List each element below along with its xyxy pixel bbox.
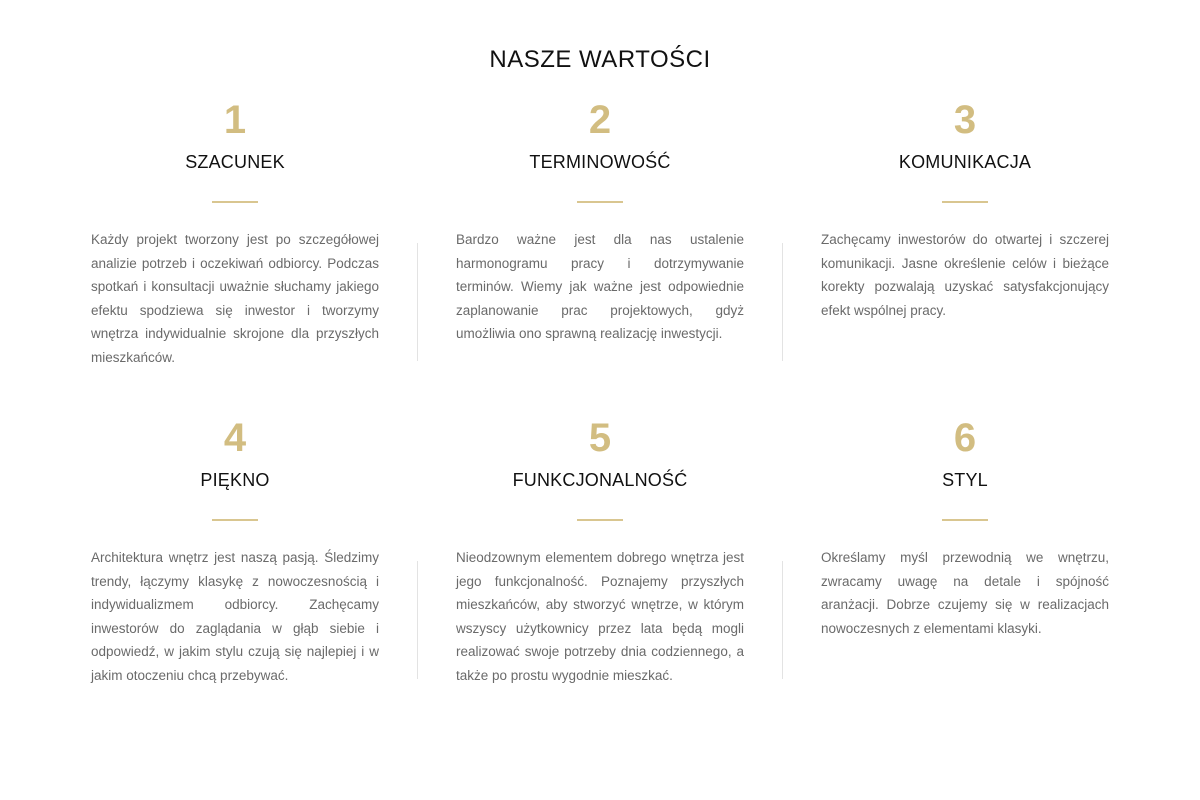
value-title: PIĘKNO bbox=[200, 470, 270, 490]
value-description: Określamy myśl przewodnią we wnętrzu, zwracamy uwagę na detale i spójność aranżacji. Dobrze czujemy się w realizacjach nowoczesnych z elementami klasyki. bbox=[821, 550, 1109, 636]
value-description: Architektura wnętrz jest naszą pasją. Śledzimy trendy, łączymy klasykę z nowoczesnością i indywidualizmem odbiorcy. Zachęcamy inwestorów do zaglądania w głąb siebie i odpowiedź, w jakim stylu czują się najlepiej i w jakim otoczeniu chcą przebywać. bbox=[91, 550, 379, 683]
value-title: KOMUNIKACJA bbox=[898, 152, 1032, 172]
value-card-funkcjonalnosc bbox=[456, 418, 744, 688]
value-number: 2 bbox=[588, 98, 612, 142]
gold-divider bbox=[212, 201, 258, 203]
column-separator bbox=[417, 243, 418, 361]
value-number: 3 bbox=[953, 98, 977, 142]
value-number: 4 bbox=[223, 416, 247, 460]
column-separator bbox=[417, 561, 418, 679]
value-number: 5 bbox=[588, 416, 612, 460]
value-number: 1 bbox=[223, 98, 247, 142]
value-title: FUNKCJONALNOŚĆ bbox=[512, 470, 688, 490]
section-title: NASZE WARTOŚCI bbox=[489, 46, 711, 73]
value-card-komunikacja bbox=[821, 100, 1109, 322]
gold-divider bbox=[942, 519, 988, 521]
value-number: 6 bbox=[953, 416, 977, 460]
gold-divider bbox=[577, 201, 623, 203]
value-card-styl bbox=[821, 418, 1109, 640]
column-separator bbox=[782, 243, 783, 361]
column-separator bbox=[782, 561, 783, 679]
value-description: Każdy projekt tworzony jest po szczegółowej analizie potrzeb i oczekiwań odbiorcy. Podczas spotkań i konsultacji uważnie słuchamy jakiego efektu spodziewa się inwestor i tworzymy wnętrza indywidualnie skrojone dla przyszłych mieszkańców. bbox=[91, 232, 379, 365]
value-title: SZACUNEK bbox=[185, 152, 285, 172]
value-card-terminowosc bbox=[456, 100, 744, 346]
value-description: Bardzo ważne jest dla nas ustalenie harmonogramu pracy i dotrzymywanie terminów. Wiemy jak ważne jest odpowiednie zaplanowanie prac projektowych, gdyż umożliwia ono sprawną realizację inwestycji. bbox=[456, 232, 744, 342]
value-card-szacunek bbox=[91, 100, 379, 370]
value-description: Nieodzownym elementem dobrego wnętrza jest jego funkcjonalność. Poznajemy przyszłych mieszkańców, aby stworzyć wnętrze, w którym wszyscy użytkownicy przez lata będą mogli realizować swoje potrzeby dnia codziennego, a także po prostu wygodnie mieszkać. bbox=[456, 550, 744, 683]
value-title: STYL bbox=[942, 470, 988, 490]
value-title: TERMINOWOŚĆ bbox=[529, 152, 671, 172]
gold-divider bbox=[212, 519, 258, 521]
value-description: Zachęcamy inwestorów do otwartej i szczerej komunikacji. Jasne określenie celów i bieżące korekty pozwalają uzyskać satysfakcjonujący efekt wspólnej pracy. bbox=[821, 232, 1109, 318]
gold-divider bbox=[942, 201, 988, 203]
gold-divider bbox=[577, 519, 623, 521]
value-card-piekno bbox=[91, 418, 379, 688]
